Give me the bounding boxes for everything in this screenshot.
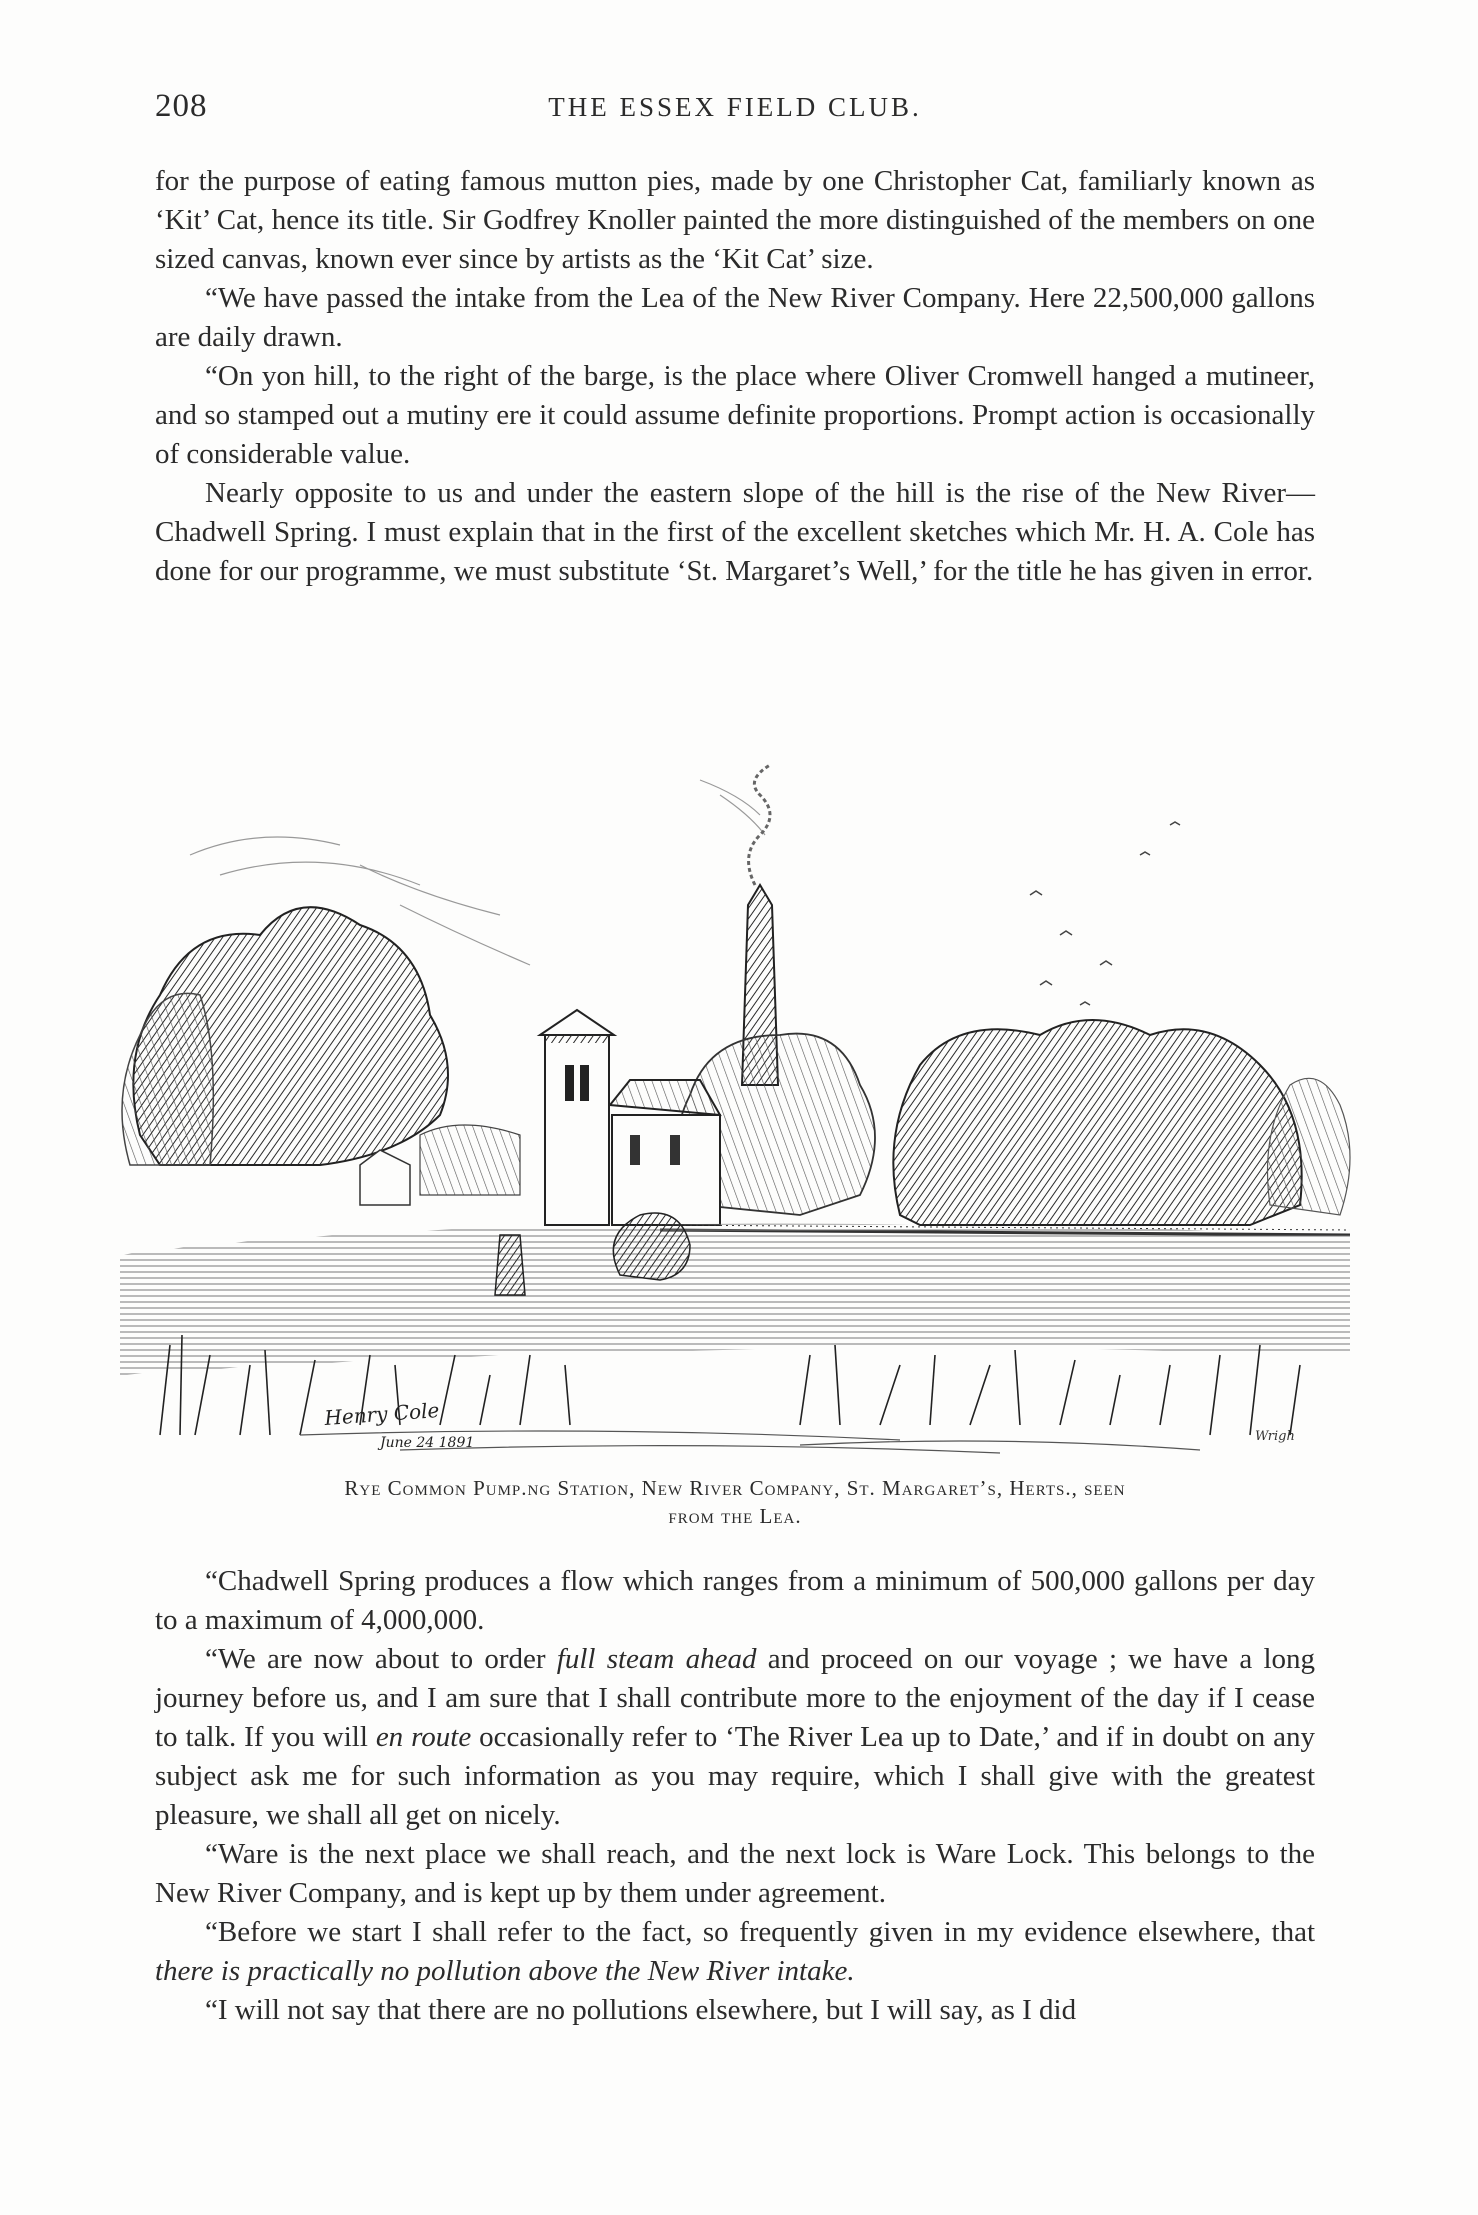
birds: [1030, 822, 1180, 1005]
emphasis-full-steam: full steam ahead: [556, 1643, 757, 1675]
running-title: THE ESSEX FIELD CLUB.: [548, 92, 922, 122]
artist-signature: Henry Cole: [323, 1398, 441, 1430]
chimney-smoke: [749, 765, 770, 885]
engraver-mark: Wrigh: [1255, 1429, 1295, 1444]
bottom-text-block: [155, 1562, 1315, 2030]
paragraph-kit-cat: for the purpose of eating famous mutton pies, made by one Christopher Cat, familiarly known as ‘Kit’ Cat, hence its title. Sir Godfrey Knoller painted the more distinguished of the members on one sized canvas, known ever since by artists as the ‘Kit Cat’ size.: [155, 165, 1315, 275]
signature-date: June 24 1891: [380, 1435, 475, 1451]
caption-line-1: Rye Common Pump.ng Station, New River Company, St. Margaret’s, Herts., seen: [344, 1476, 1126, 1500]
paragraph-pollution: [155, 1913, 1315, 1991]
caption-line-2: from the Lea.: [668, 1504, 802, 1528]
paragraph-chadwell: Nearly opposite to us and under the eastern slope of the hill is the rise of the New River—Chadwell Spring. I must explain that in the first of the excellent sketches which Mr. H. A. Cole has done for our programme, we must substitute ‘St. Margaret’s Well,’ for the title he has given in error.: [155, 477, 1315, 587]
emphasis-no-pollution: there is practically no pollution above the New River intake.: [155, 1955, 855, 1987]
figure-caption: [155, 1474, 1315, 1530]
paragraph-intake: “We have passed the intake from the Lea of the New River Company. Here 22,500,000 gallons are daily drawn.: [155, 282, 1315, 353]
trees-right: [893, 1020, 1301, 1225]
text-span: and proceed on our voyage ; we have a long journey before us, and I am sure that I shall contribute more to the enjoyment of the day if I cease to talk. If you will: [155, 1643, 1316, 1753]
text-span: “We are now about to order: [205, 1643, 557, 1675]
text-span: “Before we start I shall refer to the fact, so frequently given in my evidence elsewhere, that: [205, 1916, 1315, 1948]
paragraph-full-steam: [155, 1640, 1315, 1835]
paragraph-will-not-say: “I will not say that there are no pollutions elsewhere, but I will say, as I did: [205, 1994, 1077, 2026]
paragraph-chadwell-flow: “Chadwell Spring produces a flow which ranges from a minimum of 500,000 gallons per day to a maximum of 4,000,000.: [155, 1565, 1315, 1636]
top-text-block: [155, 162, 1315, 591]
paragraph-ware-lock: “Ware is the next place we shall reach, and the next lock is Ware Lock. This belongs to the New River Company, and is kept up by them under agreement.: [155, 1838, 1315, 1909]
paragraph-cromwell: “On yon hill, to the right of the barge, is the place where Oliver Cromwell hanged a mutineer, and so stamped out a mutiny ere it could assume definite proportions. Prompt action is occasionally of considerable value.: [155, 360, 1315, 470]
page-number: 208: [155, 88, 208, 124]
emphasis-en-route: en route: [375, 1721, 472, 1753]
pumping-tower: [540, 1010, 614, 1225]
text-span: occasionally refer to ‘The River Lea up to Date,’ and if in doubt on any subject ask me for such information as you may require, which I shall give with the greatest pleasure, we shall all get on nicely.: [155, 1721, 1315, 1831]
illustration-pumping-station: [100, 735, 1370, 1465]
meadow: [120, 1224, 1350, 1375]
engine-house: [610, 1080, 720, 1225]
page-header: [155, 88, 1315, 128]
